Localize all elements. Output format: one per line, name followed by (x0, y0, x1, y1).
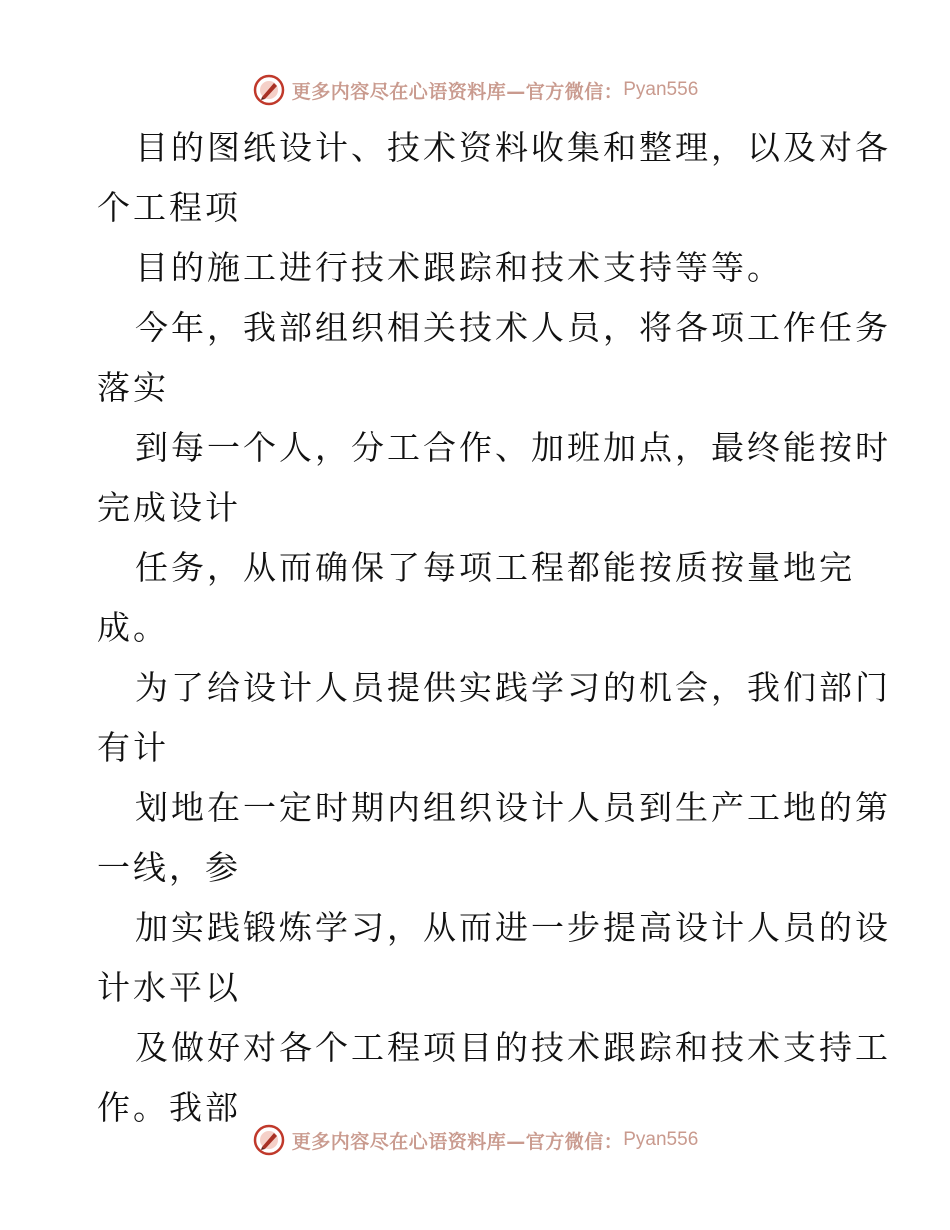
banner-wechat-id: Pyan556 (623, 1129, 699, 1150)
text-line: 任务，从而确保了每项工程都能按质按量地完 (135, 548, 855, 587)
text-line: 成。 (97, 608, 169, 647)
text-line: 个工程项 (97, 188, 241, 227)
text-line: 目的施工进行技术跟踪和技术支持等等。 (135, 248, 783, 287)
text-line: 作。我部 (97, 1088, 241, 1127)
text-line: 落实 (97, 368, 169, 407)
text-line: 加实践锻炼学习，从而进一步提高设计人员的设 (135, 908, 891, 947)
pen-logo-icon (252, 1123, 286, 1157)
text-line: 有计 (97, 728, 169, 767)
text-line: 一线，参 (97, 848, 241, 887)
header-banner (0, 70, 950, 110)
text-line: 目的图纸设计、技术资料收集和整理，以及对各 (135, 128, 891, 167)
pen-logo-icon (252, 73, 286, 107)
text-line: 完成设计 (97, 488, 241, 527)
text-line: 到每一个人，分工合作、加班加点，最终能按时 (135, 428, 891, 467)
text-line: 计水平以 (97, 968, 241, 1007)
text-line: 今年，我部组织相关技术人员，将各项工作任务 (135, 308, 891, 347)
text-line: 划地在一定时期内组织设计人员到生产工地的第 (135, 788, 891, 827)
banner-wechat-id: Pyan556 (623, 79, 699, 100)
banner-text: 更多内容尽在心语资料库—官方微信： (291, 1130, 624, 1153)
text-line: 为了给设计人员提供实践学习的机会，我们部门 (135, 668, 891, 707)
banner-text: 更多内容尽在心语资料库—官方微信： (291, 80, 624, 103)
text-line: 及做好对各个工程项目的技术跟踪和技术支持工 (135, 1028, 891, 1067)
document-body (97, 118, 891, 1138)
footer-banner (0, 1120, 950, 1160)
